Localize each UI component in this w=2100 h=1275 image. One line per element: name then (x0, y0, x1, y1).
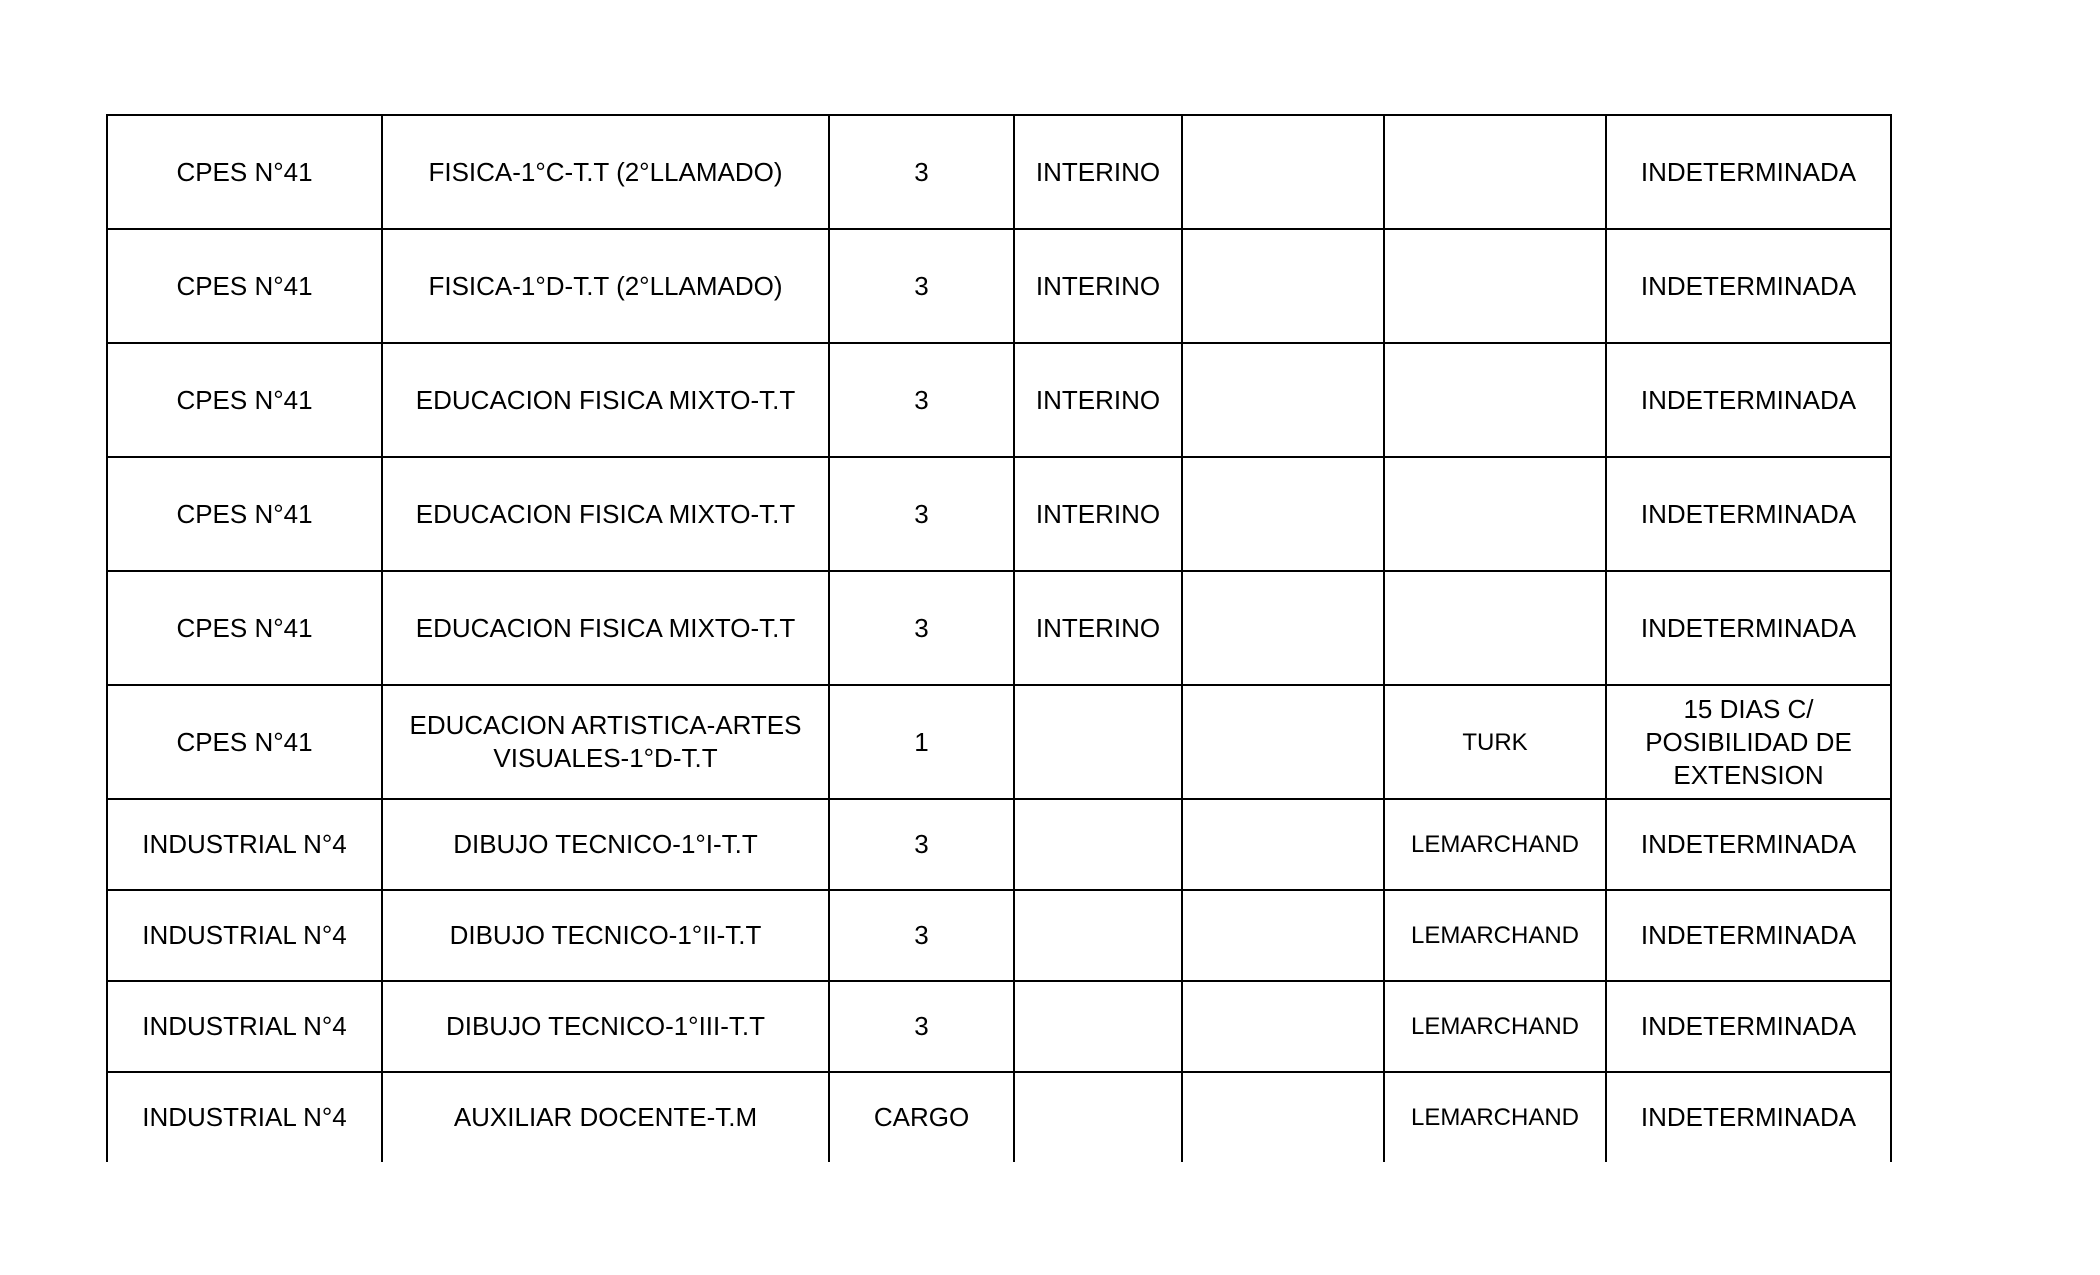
table-body (107, 115, 1891, 1162)
subject-cell: EDUCACION FISICA MIXTO-T.T (382, 571, 829, 685)
subject-cell: FISICA-1°D-T.T (2°LLAMADO) (382, 229, 829, 343)
hours-cell: 3 (829, 115, 1014, 229)
empty-cell (1182, 457, 1384, 571)
subject-cell: DIBUJO TECNICO-1°I-T.T (382, 799, 829, 890)
hours-cell: 3 (829, 799, 1014, 890)
table-row (107, 229, 1891, 343)
hours-cell: 3 (829, 571, 1014, 685)
duration-cell: INDETERMINADA (1606, 799, 1891, 890)
situation-cell: INTERINO (1014, 571, 1182, 685)
duration-cell: 15 DIAS C/ POSIBILIDAD DE EXTENSION (1606, 685, 1891, 799)
replaced-teacher-cell: LEMARCHAND (1384, 890, 1606, 981)
empty-cell (1182, 571, 1384, 685)
situation-cell: INTERINO (1014, 115, 1182, 229)
subject-cell: EDUCACION FISICA MIXTO-T.T (382, 343, 829, 457)
school-cell: CPES N°41 (107, 115, 382, 229)
duration-cell: INDETERMINADA (1606, 115, 1891, 229)
school-cell: INDUSTRIAL N°4 (107, 1072, 382, 1162)
replaced-teacher-cell: LEMARCHAND (1384, 1072, 1606, 1162)
school-cell: CPES N°41 (107, 229, 382, 343)
table-row (107, 115, 1891, 229)
subject-cell: EDUCACION FISICA MIXTO-T.T (382, 457, 829, 571)
replaced-teacher-cell (1384, 115, 1606, 229)
school-cell: INDUSTRIAL N°4 (107, 799, 382, 890)
hours-cell: 3 (829, 343, 1014, 457)
replaced-teacher-cell: TURK (1384, 685, 1606, 799)
situation-cell (1014, 890, 1182, 981)
duration-cell: INDETERMINADA (1606, 343, 1891, 457)
empty-cell (1182, 229, 1384, 343)
hours-cell: 1 (829, 685, 1014, 799)
vacancies-table (106, 114, 1892, 1162)
empty-cell (1182, 981, 1384, 1072)
situation-cell: INTERINO (1014, 343, 1182, 457)
table-row (107, 457, 1891, 571)
subject-cell: DIBUJO TECNICO-1°II-T.T (382, 890, 829, 981)
subject-cell: FISICA-1°C-T.T (2°LLAMADO) (382, 115, 829, 229)
duration-cell: INDETERMINADA (1606, 571, 1891, 685)
hours-cell: CARGO (829, 1072, 1014, 1162)
duration-cell: INDETERMINADA (1606, 1072, 1891, 1162)
empty-cell (1182, 685, 1384, 799)
situation-cell (1014, 981, 1182, 1072)
subject-cell: AUXILIAR DOCENTE-T.M (382, 1072, 829, 1162)
hours-cell: 3 (829, 229, 1014, 343)
hours-cell: 3 (829, 981, 1014, 1072)
table-row (107, 890, 1891, 981)
school-cell: CPES N°41 (107, 685, 382, 799)
situation-cell: INTERINO (1014, 457, 1182, 571)
empty-cell (1182, 343, 1384, 457)
duration-cell: INDETERMINADA (1606, 229, 1891, 343)
empty-cell (1182, 115, 1384, 229)
replaced-teacher-cell (1384, 457, 1606, 571)
subject-cell: DIBUJO TECNICO-1°III-T.T (382, 981, 829, 1072)
situation-cell (1014, 1072, 1182, 1162)
table-row (107, 343, 1891, 457)
school-cell: INDUSTRIAL N°4 (107, 890, 382, 981)
duration-cell: INDETERMINADA (1606, 457, 1891, 571)
table-row (107, 981, 1891, 1072)
hours-cell: 3 (829, 890, 1014, 981)
replaced-teacher-cell (1384, 571, 1606, 685)
situation-cell (1014, 685, 1182, 799)
replaced-teacher-cell: LEMARCHAND (1384, 981, 1606, 1072)
replaced-teacher-cell (1384, 343, 1606, 457)
school-cell: INDUSTRIAL N°4 (107, 981, 382, 1072)
situation-cell (1014, 799, 1182, 890)
school-cell: CPES N°41 (107, 343, 382, 457)
replaced-teacher-cell: LEMARCHAND (1384, 799, 1606, 890)
empty-cell (1182, 799, 1384, 890)
replaced-teacher-cell (1384, 229, 1606, 343)
school-cell: CPES N°41 (107, 571, 382, 685)
situation-cell: INTERINO (1014, 229, 1182, 343)
table-row (107, 1072, 1891, 1162)
table-row (107, 799, 1891, 890)
empty-cell (1182, 1072, 1384, 1162)
table-row (107, 685, 1891, 799)
empty-cell (1182, 890, 1384, 981)
duration-cell: INDETERMINADA (1606, 981, 1891, 1072)
hours-cell: 3 (829, 457, 1014, 571)
table-row (107, 571, 1891, 685)
duration-cell: INDETERMINADA (1606, 890, 1891, 981)
school-cell: CPES N°41 (107, 457, 382, 571)
subject-cell: EDUCACION ARTISTICA-ARTES VISUALES-1°D-T.T (382, 685, 829, 799)
